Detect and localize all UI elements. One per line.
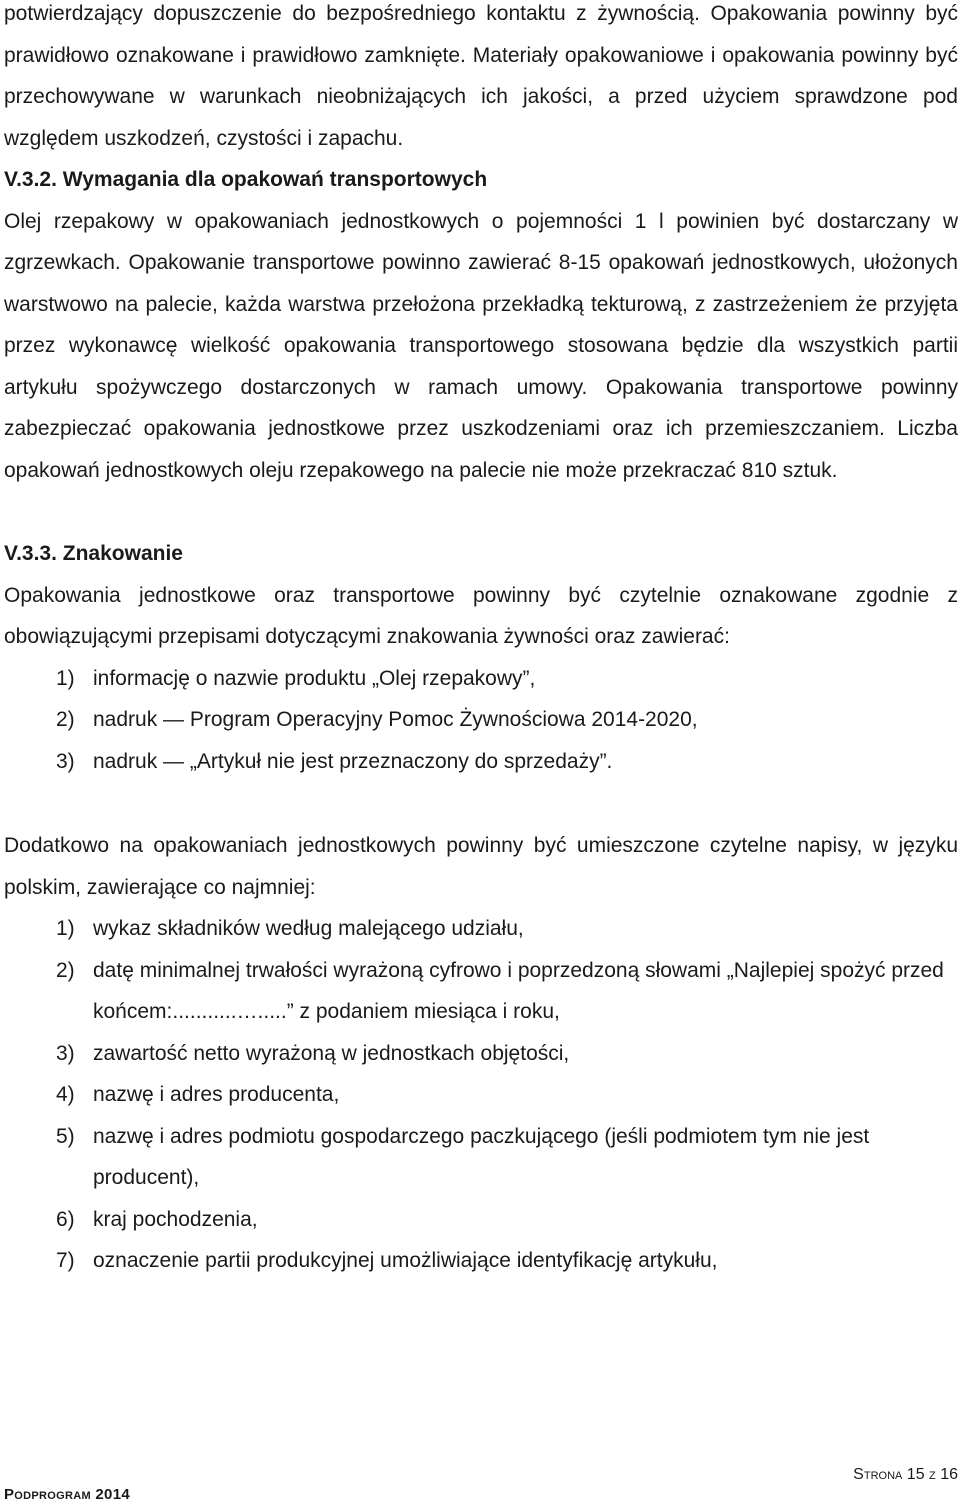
section-heading-v32: V.3.2. Wymagania dla opakowań transportowych — [4, 168, 488, 191]
list-item — [4, 1033, 958, 1075]
list-item — [4, 1074, 958, 1116]
list-item-text: nadruk — Program Operacyjny Pomoc Żywnościowa 2014-2020, — [93, 708, 698, 731]
document-body — [4, 0, 958, 1282]
required-labels-list — [4, 908, 958, 1282]
list-item-text: kraj pochodzenia, — [93, 1207, 258, 1231]
footer-program-label: Podprogram 2014 — [4, 1486, 130, 1503]
page-indicator: Strona 15 z 16 — [853, 1466, 958, 1483]
list-item — [4, 908, 958, 950]
spacer — [4, 782, 958, 825]
list-item-text: nadruk — „Artykuł nie jest przeznaczony do sprzedaży”. — [93, 749, 613, 773]
list-item-text: datę minimalnej trwałości wyrażoną cyfrowo i poprzedzoną słowami „Najlepiej spożyć przed końcem:...........….....” z podaniem miesiąca i roku, — [93, 958, 944, 1023]
list-item-number: 2) — [56, 708, 75, 731]
list-item-number: 3) — [56, 1041, 75, 1065]
list-item-number: 7) — [56, 1249, 75, 1272]
list-item-text: zawartość netto wyrażoną w jednostkach objętości, — [93, 1041, 570, 1065]
labeling-paragraph: Opakowania jednostkowe oraz transportowe powinny być czytelnie oznakowane zgodnie z obowiązującymi przepisami dotyczącymi znakowania żywności oraz zawierać: — [4, 583, 958, 648]
list-item-text: nazwę i adres producenta, — [93, 1083, 340, 1106]
list-item-text: oznaczenie partii produkcyjnej umożliwiające identyfikację artykułu, — [93, 1249, 718, 1272]
list-item-number: 3) — [56, 749, 75, 773]
labeling-list — [4, 658, 958, 783]
list-item — [4, 1199, 958, 1241]
list-item-number: 2) — [56, 958, 75, 982]
list-item — [4, 741, 958, 783]
list-item-text: wykaz składników według malejącego udziału, — [93, 917, 524, 940]
spacer — [4, 491, 958, 533]
intro-paragraph: potwierdzający dopuszczenie do bezpośredniego kontaktu z żywnością. Opakowania powinny być prawidłowo oznakowane i prawidłowo zamknięte. Materiały opakowaniowe i opakowania powinny być przechowywane w warunkach nieobniżających ich jakości, a przed użyciem sprawdzone pod względem uszkodzeń, czystości i zapachu. — [4, 2, 958, 150]
additional-labels-paragraph: Dodatkowo na opakowaniach jednostkowych powinny być umieszczone czytelne napisy, w języku polskim, zawierające co najmniej: — [4, 834, 958, 899]
list-item-text: nazwę i adres podmiotu gospodarczego paczkującego (jeśli podmiotem tym nie jest producent), — [93, 1124, 870, 1189]
list-item-number: 4) — [56, 1083, 75, 1106]
list-item — [4, 950, 958, 1033]
transport-packaging-paragraph: Olej rzepakowy w opakowaniach jednostkowych o pojemności 1 l powinien być dostarczany w zgrzewkach. Opakowanie transportowe powinno zawierać 8-15 opakowań jednostkowych, ułożonych warstwowo na palecie, każda warstwa przełożona przekładką tekturową, z zastrzeżeniem że przyjęta przez wykonawcę wielkość opakowania transportowego stosowana będzie dla wszystkich partii artykułu spożywczego dostarczonych w ramach umowy. Opakowania transportowe powinny zabezpieczać opakowania jednostkowe przez uszkodzeniami oraz ich przemieszczaniem. Liczba opakowań jednostkowych oleju rzepakowego na palecie nie może przekraczać 810 sztuk. — [4, 209, 958, 482]
list-item-number: 1) — [56, 666, 75, 690]
list-item-number: 1) — [56, 917, 75, 940]
section-heading-v33: V.3.3. Znakowanie — [4, 542, 183, 565]
list-item — [4, 699, 958, 741]
list-item — [4, 1116, 958, 1199]
list-item — [4, 1240, 958, 1282]
list-item — [4, 658, 958, 700]
list-item-text: informację o nazwie produktu „Olej rzepakowy”, — [93, 666, 536, 690]
list-item-number: 6) — [56, 1207, 75, 1231]
list-item-number: 5) — [56, 1124, 75, 1148]
